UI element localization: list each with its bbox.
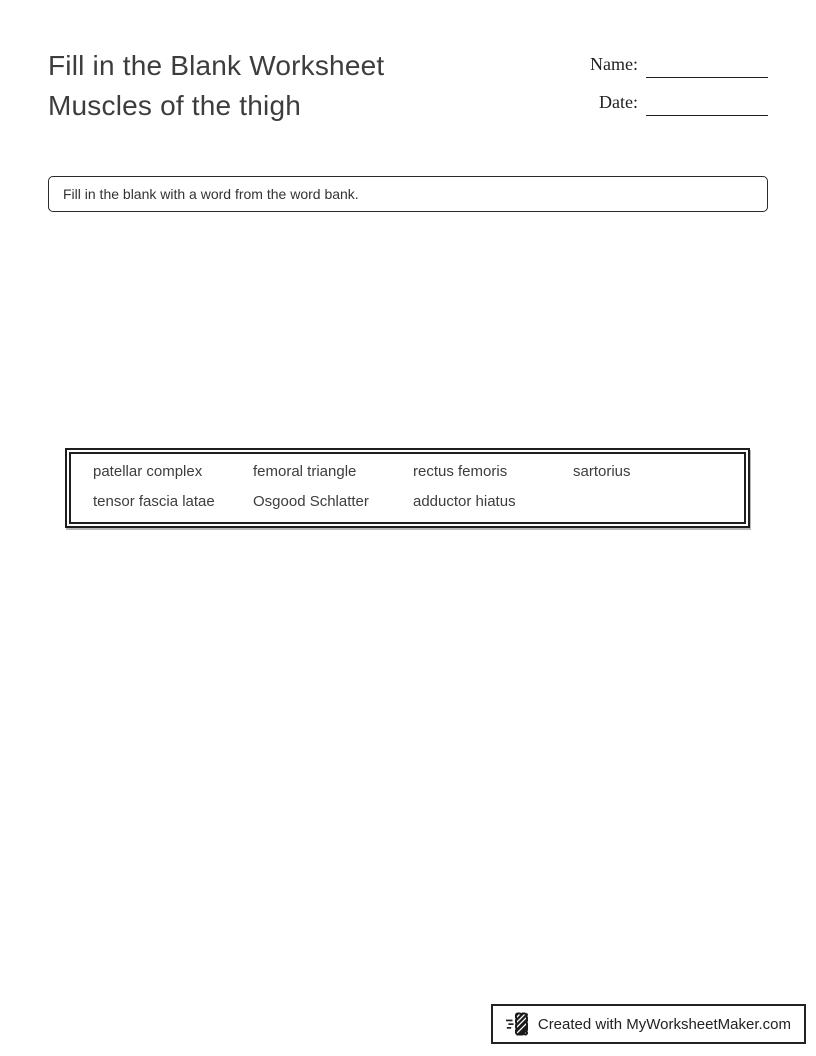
word-bank-item: tensor fascia latae xyxy=(93,493,215,510)
date-row xyxy=(590,86,768,116)
word-bank-item: adductor hiatus xyxy=(413,493,516,510)
word-bank-item: rectus femoris xyxy=(413,463,508,480)
page-title xyxy=(48,46,384,126)
word-bank-box xyxy=(65,448,750,528)
name-date-block xyxy=(590,48,768,124)
instructions-text: Fill in the blank with a word from the word bank. xyxy=(63,186,359,202)
name-blank-line xyxy=(646,51,768,78)
date-blank-line xyxy=(646,89,768,116)
word-bank-item: patellar complex xyxy=(93,463,203,480)
title-line-1: Fill in the Blank Worksheet xyxy=(48,50,385,81)
word-bank-grid xyxy=(69,452,746,524)
word-bank-item: sartorius xyxy=(573,463,631,480)
flying-worksheet-icon xyxy=(506,1011,529,1037)
name-row xyxy=(590,48,768,78)
word-bank-item: Osgood Schlatter xyxy=(253,493,369,510)
date-label: Date: xyxy=(599,92,638,112)
instructions-box xyxy=(48,176,768,212)
credit-text: Created with MyWorksheetMaker.com xyxy=(537,1015,791,1033)
credit-badge xyxy=(491,1004,806,1044)
word-bank-item: femoral triangle xyxy=(253,463,357,480)
title-line-2: Muscles of the thigh xyxy=(48,90,302,121)
name-label: Name: xyxy=(590,54,638,74)
